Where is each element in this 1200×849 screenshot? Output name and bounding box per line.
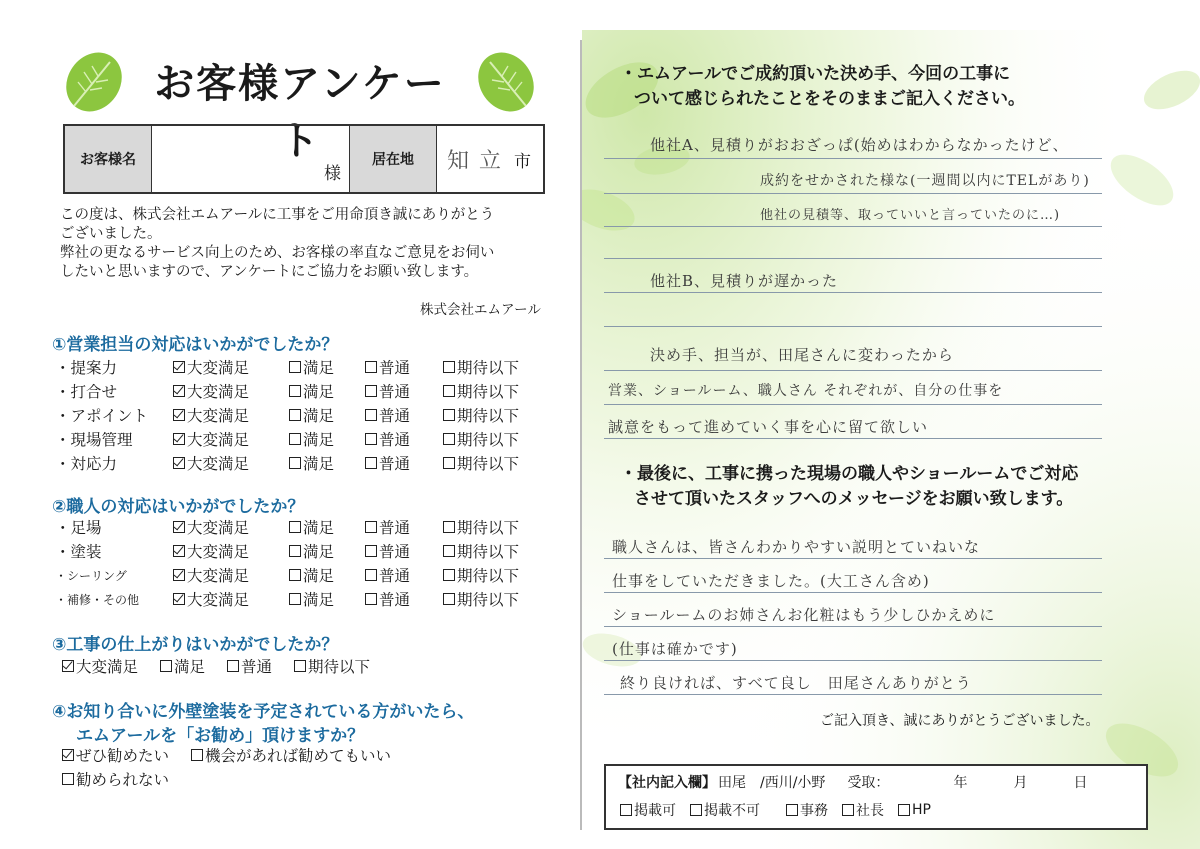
q5-answer: 他社の見積等、取っていいと言っていたのに…): [760, 208, 1061, 223]
option-very-satisfied[interactable]: 大変満足: [173, 588, 289, 610]
q2-title: ②職人の対応はいかがでしたか？: [52, 497, 305, 517]
thanks-text: ご記入頂き、誠にありがとうございました。: [820, 713, 1100, 729]
office-row-1: [618, 772, 1138, 792]
checkbox[interactable]: [160, 660, 172, 672]
option-normal[interactable]: 普通: [365, 516, 443, 538]
answer-line: [604, 370, 1102, 371]
checkbox[interactable]: [365, 521, 377, 533]
checkbox[interactable]: [842, 804, 854, 816]
row-label: ・対応力: [55, 455, 118, 473]
option-very-satisfied[interactable]: 大変満足: [173, 428, 289, 450]
option-normal[interactable]: 普通: [365, 540, 443, 562]
q1-row: [55, 428, 519, 450]
option-satisfied[interactable]: 満足: [289, 564, 365, 586]
customer-info-box: [63, 124, 545, 194]
q1-row: [55, 356, 519, 378]
checkbox[interactable]: [365, 457, 377, 469]
honorific: 様: [324, 164, 341, 184]
checkbox[interactable]: [62, 749, 74, 761]
checkbox[interactable]: [173, 361, 185, 373]
location-field[interactable]: [437, 126, 543, 192]
customer-name-label: お客様名: [65, 126, 152, 192]
checkbox[interactable]: [289, 593, 301, 605]
page-title: お客様アンケート: [154, 61, 446, 164]
answer-line: [604, 158, 1102, 159]
answer-line: [604, 404, 1102, 405]
year-label: 年: [953, 775, 968, 791]
checkbox[interactable]: [365, 409, 377, 421]
option-normal[interactable]: 普通: [365, 380, 443, 402]
office-staff: 田尾 /西川/小野: [718, 775, 826, 791]
checkbox[interactable]: [443, 521, 455, 533]
q5-answer: 他社B、見積りが遅かった: [650, 272, 839, 290]
checkbox[interactable]: [289, 569, 301, 581]
q1-title: ①営業担当の対応はいかがでしたか？: [52, 335, 339, 355]
option-below[interactable]: 期待以下: [443, 428, 519, 450]
answer-line: [604, 292, 1102, 293]
answer-line: [604, 558, 1102, 559]
q1-row: [55, 380, 519, 402]
q6-answer: 職人さんは、皆さんわかりやすい説明とていねいな: [612, 538, 981, 556]
checkbox[interactable]: [173, 385, 185, 397]
office-use-box: [604, 764, 1148, 830]
option-maybe-recommend[interactable]: 機会があれば勧めてもいい: [191, 744, 391, 766]
row-label: ・塗装: [55, 543, 102, 561]
option-normal[interactable]: 普通: [365, 356, 443, 378]
option-below[interactable]: 期待以下: [443, 564, 519, 586]
city-handwritten: 知立: [447, 148, 512, 174]
q5-title-line: ・エムアールでご成約頂いた決め手、今回の工事に: [620, 64, 1011, 84]
q6-title-line: させて頂いたスタッフへのメッセージをお願い致します。: [634, 489, 1074, 509]
answer-line: [604, 326, 1102, 327]
checkbox[interactable]: [289, 433, 301, 445]
checkbox[interactable]: [365, 385, 377, 397]
answer-line: [604, 660, 1102, 661]
location-label: 居在地: [350, 126, 437, 192]
option-very-satisfied[interactable]: 大変満足: [62, 655, 138, 677]
checkbox[interactable]: [898, 804, 910, 816]
checkbox[interactable]: [443, 569, 455, 581]
option-president[interactable]: 社長: [842, 800, 884, 820]
checkbox[interactable]: [191, 749, 203, 761]
option-very-satisfied[interactable]: 大変満足: [173, 452, 289, 474]
option-below[interactable]: 期待以下: [294, 655, 370, 677]
intro-line: この度は、株式会社エムアールに工事をご用命頂き誠にありがとう: [60, 207, 495, 223]
answer-line: [604, 226, 1102, 227]
checkbox[interactable]: [365, 545, 377, 557]
q4-options-2: [62, 768, 169, 790]
option-satisfied[interactable]: 満足: [289, 380, 365, 402]
checkbox[interactable]: [289, 521, 301, 533]
option-below[interactable]: 期待以下: [443, 452, 519, 474]
option-below[interactable]: 期待以下: [443, 380, 519, 402]
checkbox[interactable]: [443, 361, 455, 373]
answer-line: [604, 694, 1102, 695]
option-satisfied[interactable]: 満足: [289, 356, 365, 378]
row-label: ・打合せ: [55, 383, 118, 401]
q5-answer: 成約をせかされた様な(一週間以内にTELがあり): [760, 173, 1090, 189]
option-very-satisfied[interactable]: 大変満足: [173, 540, 289, 562]
option-normal[interactable]: 普通: [365, 564, 443, 586]
checkbox[interactable]: [289, 457, 301, 469]
office-row-2: [620, 800, 931, 820]
option-normal[interactable]: 普通: [365, 428, 443, 450]
q6-answer: ショールームのお姉さんお化粧はもう少しひかえめに: [612, 606, 996, 624]
intro-line: 弊社の更なるサービス向上のため、お客様の率直なご意見をお伺い: [60, 245, 495, 261]
row-label: ・現場管理: [55, 431, 133, 449]
intro-text: [60, 206, 580, 282]
q2-row: [55, 540, 519, 562]
checkbox[interactable]: [62, 773, 74, 785]
answer-line: [604, 592, 1102, 593]
received-label: 受取：: [847, 775, 890, 791]
q5-title-line: ついて感じられたことをそのままご記入ください。: [634, 89, 1025, 109]
intro-line: ございました。: [60, 226, 162, 242]
option-normal[interactable]: 普通: [365, 588, 443, 610]
option-very-satisfied[interactable]: 大変満足: [173, 356, 289, 378]
q6-title: [620, 462, 1110, 512]
checkbox[interactable]: [173, 521, 185, 533]
checkbox[interactable]: [173, 433, 185, 445]
checkbox[interactable]: [173, 545, 185, 557]
option-hp[interactable]: HP: [898, 800, 931, 820]
q2-row: [55, 564, 519, 586]
option-below[interactable]: 期待以下: [443, 540, 519, 562]
checkbox[interactable]: [443, 433, 455, 445]
row-label: ・補修・その他: [55, 592, 140, 607]
checkbox[interactable]: [443, 409, 455, 421]
checkbox[interactable]: [289, 385, 301, 397]
answer-line: [604, 626, 1102, 627]
q3-title: ③工事の仕上がりはいかがでしたか？: [52, 635, 339, 655]
checkbox[interactable]: [443, 593, 455, 605]
option-satisfied[interactable]: 満足: [289, 428, 365, 450]
checkbox[interactable]: [620, 804, 632, 816]
answer-line: [604, 258, 1102, 259]
option-very-satisfied[interactable]: 大変満足: [173, 380, 289, 402]
option-below[interactable]: 期待以下: [443, 516, 519, 538]
option-not-recommend[interactable]: 勧められない: [62, 768, 169, 790]
checkbox[interactable]: [365, 433, 377, 445]
option-satisfied[interactable]: 満足: [289, 404, 365, 426]
checkbox[interactable]: [173, 409, 185, 421]
q5-answer: 他社A、見積りがおおざっぱ(始めはわからなかったけど、: [650, 136, 1069, 154]
option-normal[interactable]: 普通: [227, 655, 272, 677]
checkbox[interactable]: [289, 361, 301, 373]
q6-title-line: ・最後に、工事に携った現場の職人やショールームでご対応: [620, 464, 1079, 484]
checkbox[interactable]: [227, 660, 239, 672]
option-publish-ok[interactable]: 掲載可: [620, 800, 676, 820]
option-recommend[interactable]: ぜひ勧めたい: [62, 744, 169, 766]
checkbox[interactable]: [173, 457, 185, 469]
row-label: ・提案力: [55, 359, 118, 377]
answer-line: [604, 193, 1102, 194]
option-very-satisfied[interactable]: 大変満足: [173, 564, 289, 586]
checkbox[interactable]: [62, 660, 74, 672]
checkbox[interactable]: [173, 569, 185, 581]
option-satisfied[interactable]: 満足: [289, 452, 365, 474]
option-office[interactable]: 事務: [786, 800, 828, 820]
q2-row: [55, 516, 519, 538]
month-label: 月: [1013, 775, 1028, 791]
checkbox[interactable]: [443, 545, 455, 557]
city-suffix: 市: [514, 151, 531, 172]
checkbox[interactable]: [443, 385, 455, 397]
option-below[interactable]: 期待以下: [443, 588, 519, 610]
checkbox[interactable]: [289, 409, 301, 421]
row-label: ・シーリング: [55, 568, 127, 583]
leaf-icon: [472, 48, 540, 116]
checkbox[interactable]: [289, 545, 301, 557]
q4-title: ④お知り合いに外壁塗装を予定されている方がいたら、: [52, 702, 475, 722]
option-below[interactable]: 期待以下: [443, 404, 519, 426]
q4-title-2: エムアールを「お勧め」頂けますか？: [76, 726, 365, 746]
day-label: 日: [1073, 775, 1088, 791]
q6-answer: (仕事は確かです): [612, 640, 738, 658]
leaf-icon: [60, 48, 128, 116]
option-very-satisfied[interactable]: 大変満足: [173, 516, 289, 538]
checkbox[interactable]: [294, 660, 306, 672]
option-normal[interactable]: 普通: [365, 404, 443, 426]
answer-line: [604, 438, 1102, 439]
q6-answer: 終り良ければ、すべて良し 田尾さんありがとう: [620, 674, 972, 692]
checkbox[interactable]: [173, 593, 185, 605]
option-publish-ng[interactable]: 掲載不可: [690, 800, 760, 820]
row-label: ・足場: [55, 519, 102, 537]
option-satisfied[interactable]: 満足: [289, 516, 365, 538]
column-divider: [580, 40, 582, 830]
checkbox[interactable]: [786, 804, 798, 816]
option-very-satisfied[interactable]: 大変満足: [173, 404, 289, 426]
intro-line: したいと思いますので、アンケートにご協力をお願い致します。: [60, 264, 479, 280]
checkbox[interactable]: [443, 457, 455, 469]
q6-answer: 仕事をしていただきました。(大工さん含め): [612, 572, 930, 590]
customer-name-field[interactable]: [152, 126, 350, 192]
option-satisfied[interactable]: 満足: [289, 588, 365, 610]
q5-answer: 決め手、担当が、田尾さんに変わったから: [650, 346, 954, 364]
checkbox[interactable]: [365, 569, 377, 581]
q5-answer: 誠意をもって進めていく事を心に留て欲しい: [608, 418, 929, 436]
option-normal[interactable]: 普通: [365, 452, 443, 474]
checkbox[interactable]: [365, 361, 377, 373]
q1-row: [55, 452, 519, 474]
q5-title: [620, 62, 1110, 112]
checkbox[interactable]: [690, 804, 702, 816]
option-below[interactable]: 期待以下: [443, 356, 519, 378]
q5-answer: 営業、ショールーム、職人さん それぞれが、自分の仕事を: [608, 383, 1004, 399]
q4-options: [62, 744, 391, 766]
option-satisfied[interactable]: 満足: [289, 540, 365, 562]
q3-options: [62, 655, 370, 677]
q1-row: [55, 404, 519, 426]
row-label: ・アポイント: [55, 407, 149, 425]
q2-row: [55, 588, 519, 610]
office-label: 【社内記入欄】: [618, 775, 716, 791]
company-name: 株式会社エムアール: [420, 302, 541, 318]
option-satisfied[interactable]: 満足: [160, 655, 205, 677]
checkbox[interactable]: [365, 593, 377, 605]
